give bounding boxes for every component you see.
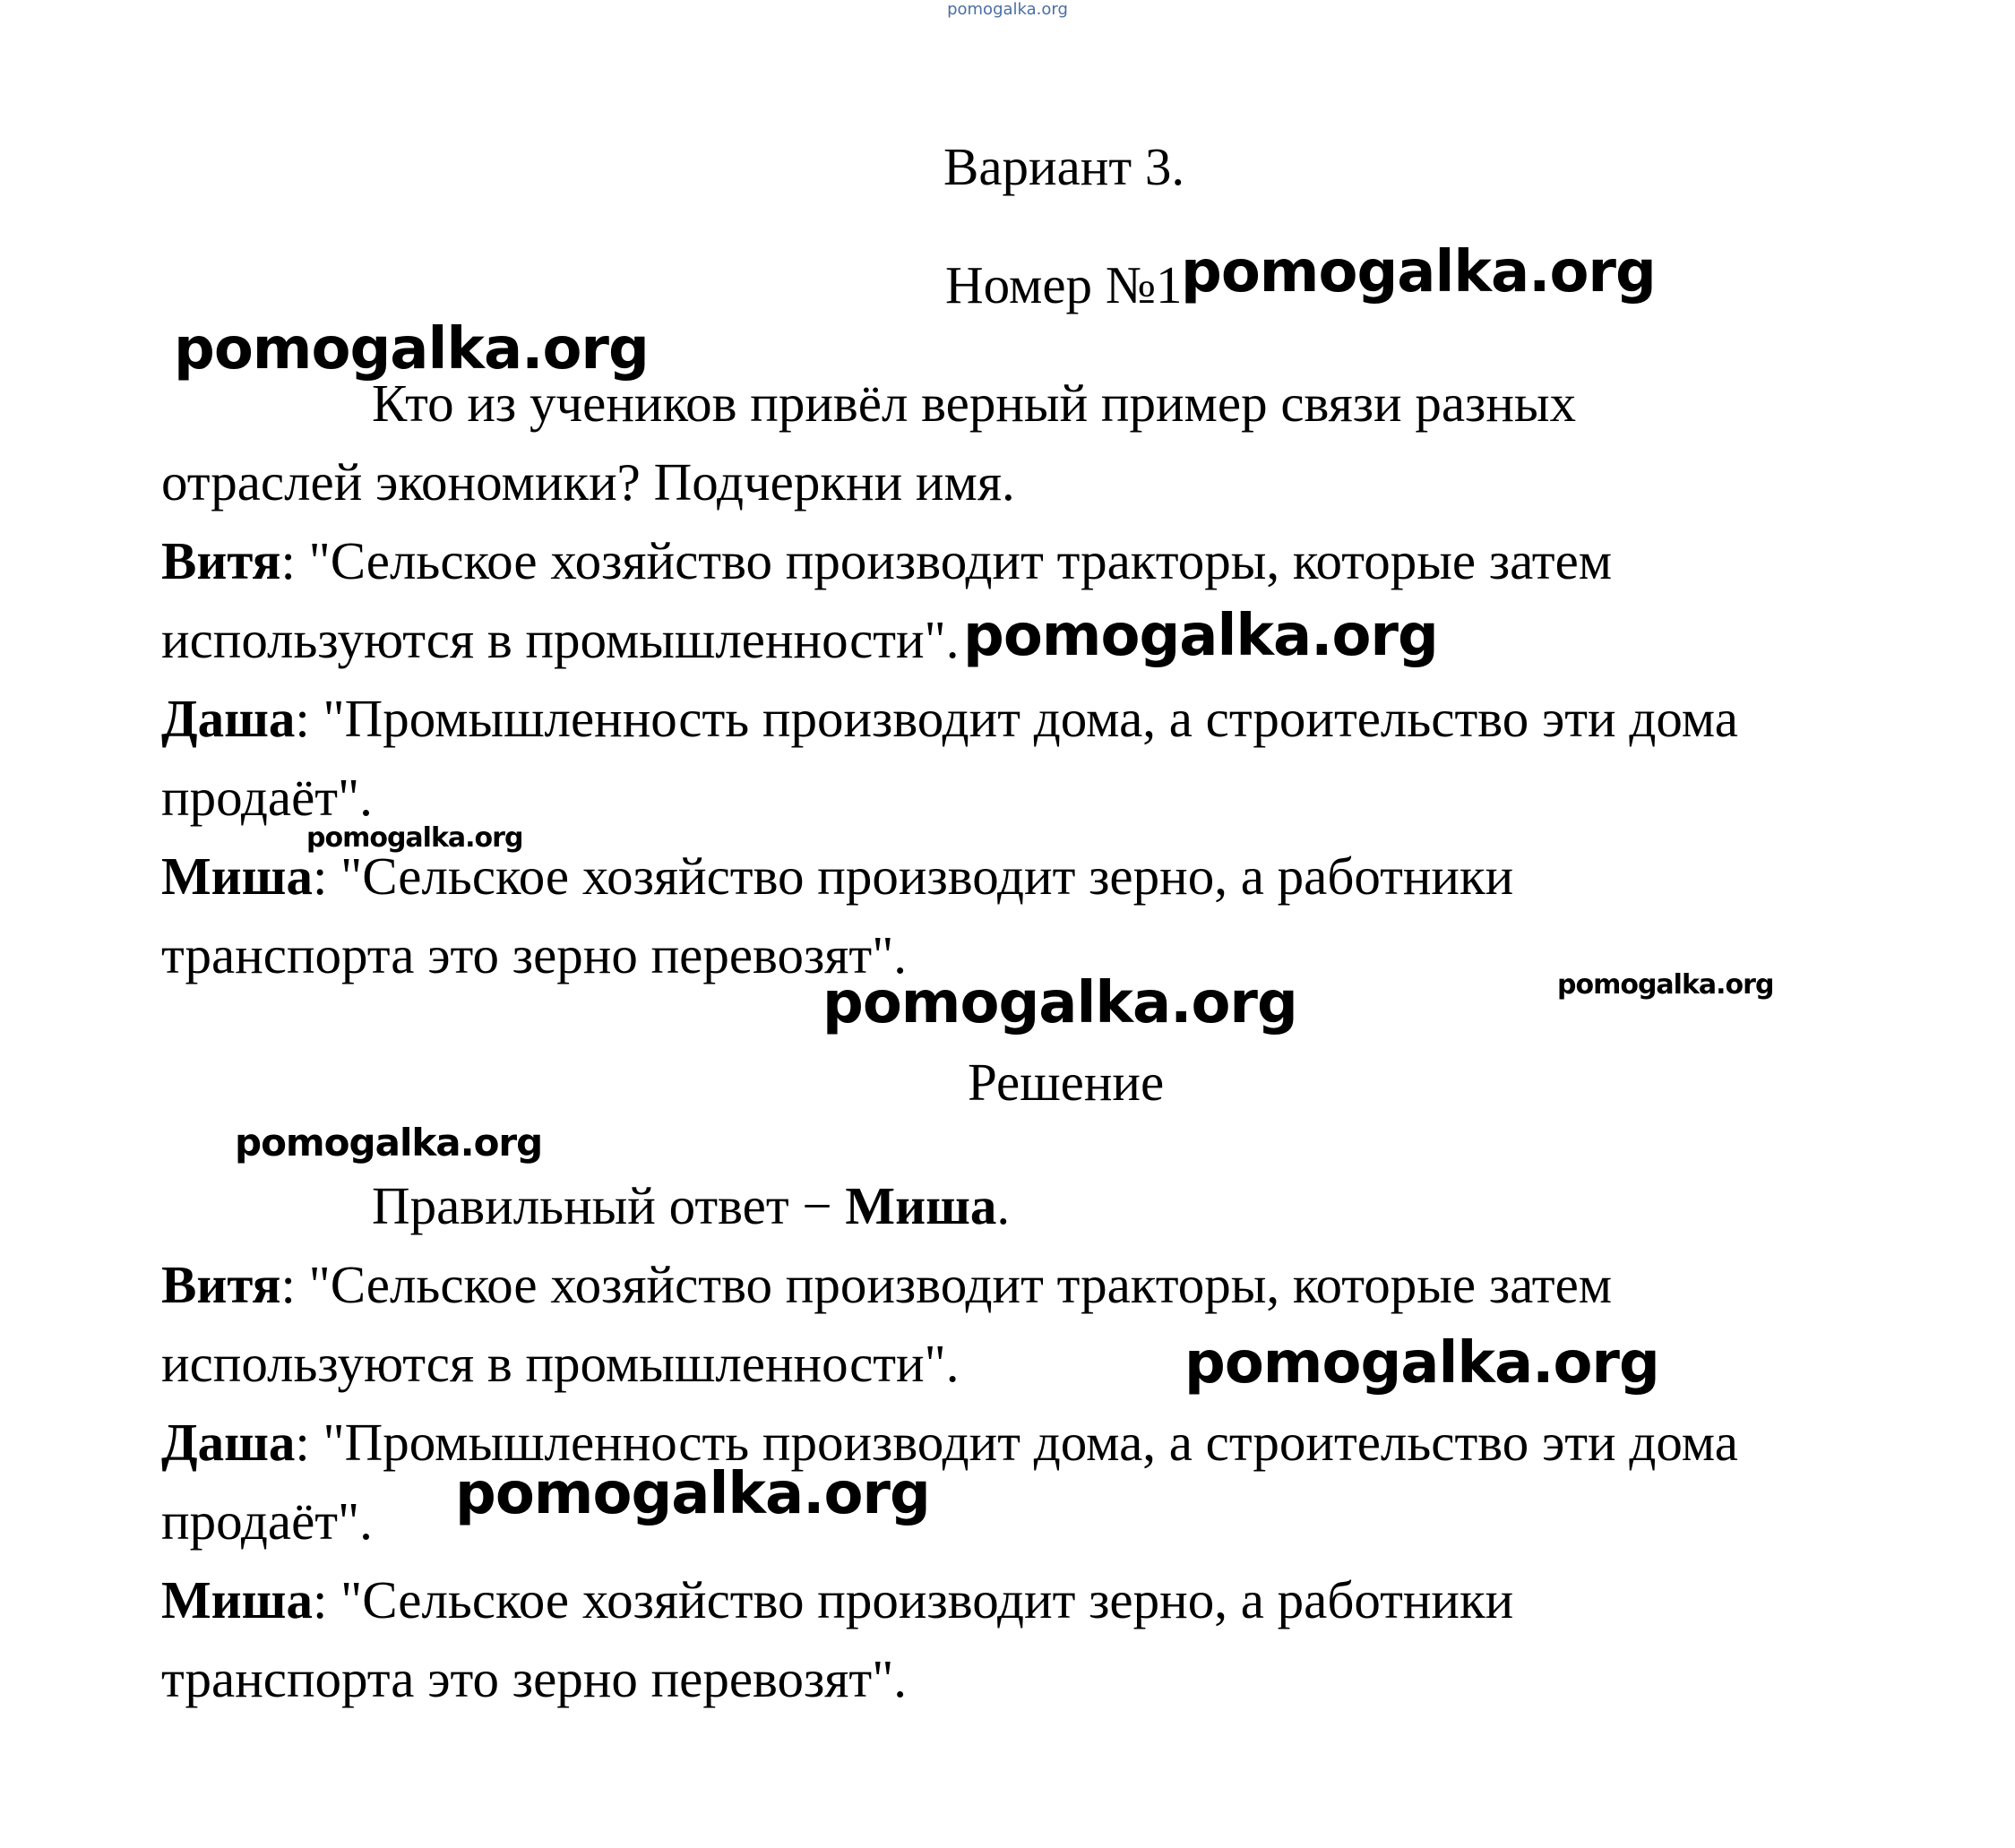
- solution-option-misha-line-2: транспорта это зерно перевозят".: [161, 1649, 908, 1708]
- option-text: : "Сельское хозяйство производит тракторы, которые затем: [280, 531, 1613, 590]
- task-text-line-1: Кто из учеников привёл верный пример связи разных: [372, 374, 1577, 433]
- option-misha: [161, 844, 1513, 908]
- option-text: : "Сельское хозяйство производит зерно, а работники: [313, 847, 1514, 906]
- watermark: pomogalka.org: [455, 1461, 930, 1527]
- watermark-top: pomogalka.org: [947, 0, 1068, 19]
- task-text-line-2: отраслей экономики? Подчеркни имя.: [161, 452, 1015, 511]
- option-text: : "Сельское хозяйство производит зерно, а работники: [313, 1570, 1514, 1629]
- option-name: Даша: [161, 689, 296, 748]
- solution-answer: [372, 1173, 1010, 1238]
- option-misha-line-2: транспорта это зерно перевозят".: [161, 925, 908, 984]
- option-name: Витя: [161, 531, 281, 590]
- solution-option-vitya: [161, 1252, 1612, 1317]
- watermark: pomogalka.org: [1184, 1330, 1659, 1397]
- solution-option-dasha-line-2: продаёт".: [161, 1491, 373, 1551]
- answer-prefix: Правильный ответ −: [372, 1176, 846, 1235]
- watermark: pomogalka.org: [822, 970, 1297, 1036]
- solution-option-dasha: [161, 1410, 1738, 1474]
- solution-title: Решение: [968, 1053, 1165, 1112]
- answer-suffix: .: [996, 1176, 1011, 1235]
- task-number: Номер №1: [945, 255, 1183, 314]
- option-name: Миша: [161, 1570, 313, 1629]
- watermark: pomogalka.org: [1181, 239, 1656, 305]
- answer-name: Миша: [845, 1176, 997, 1235]
- solution-option-vitya-line-2: используются в промышленности".: [161, 1334, 960, 1393]
- option-text: : "Сельское хозяйство производит тракторы, которые затем: [280, 1255, 1613, 1314]
- option-name: Миша: [161, 847, 313, 906]
- option-name: Даша: [161, 1413, 296, 1472]
- option-vitya-line-2: используются в промышленности".: [161, 610, 960, 669]
- option-text: : "Промышленность производит дома, а строительство эти дома: [295, 1413, 1738, 1472]
- option-dasha: [161, 686, 1738, 751]
- option-dasha-line-2: продаёт".: [161, 768, 373, 827]
- option-text: : "Промышленность производит дома, а строительство эти дома: [295, 689, 1738, 748]
- watermark: pomogalka.org: [306, 822, 523, 854]
- option-vitya: [161, 529, 1612, 593]
- option-name: Витя: [161, 1255, 281, 1314]
- variant-title: Вариант 3.: [943, 137, 1185, 196]
- watermark: pomogalka.org: [963, 603, 1438, 669]
- watermark: pomogalka.org: [235, 1121, 543, 1165]
- watermark: pomogalka.org: [174, 316, 649, 382]
- watermark: pomogalka.org: [1557, 969, 1774, 1001]
- solution-option-misha: [161, 1568, 1513, 1632]
